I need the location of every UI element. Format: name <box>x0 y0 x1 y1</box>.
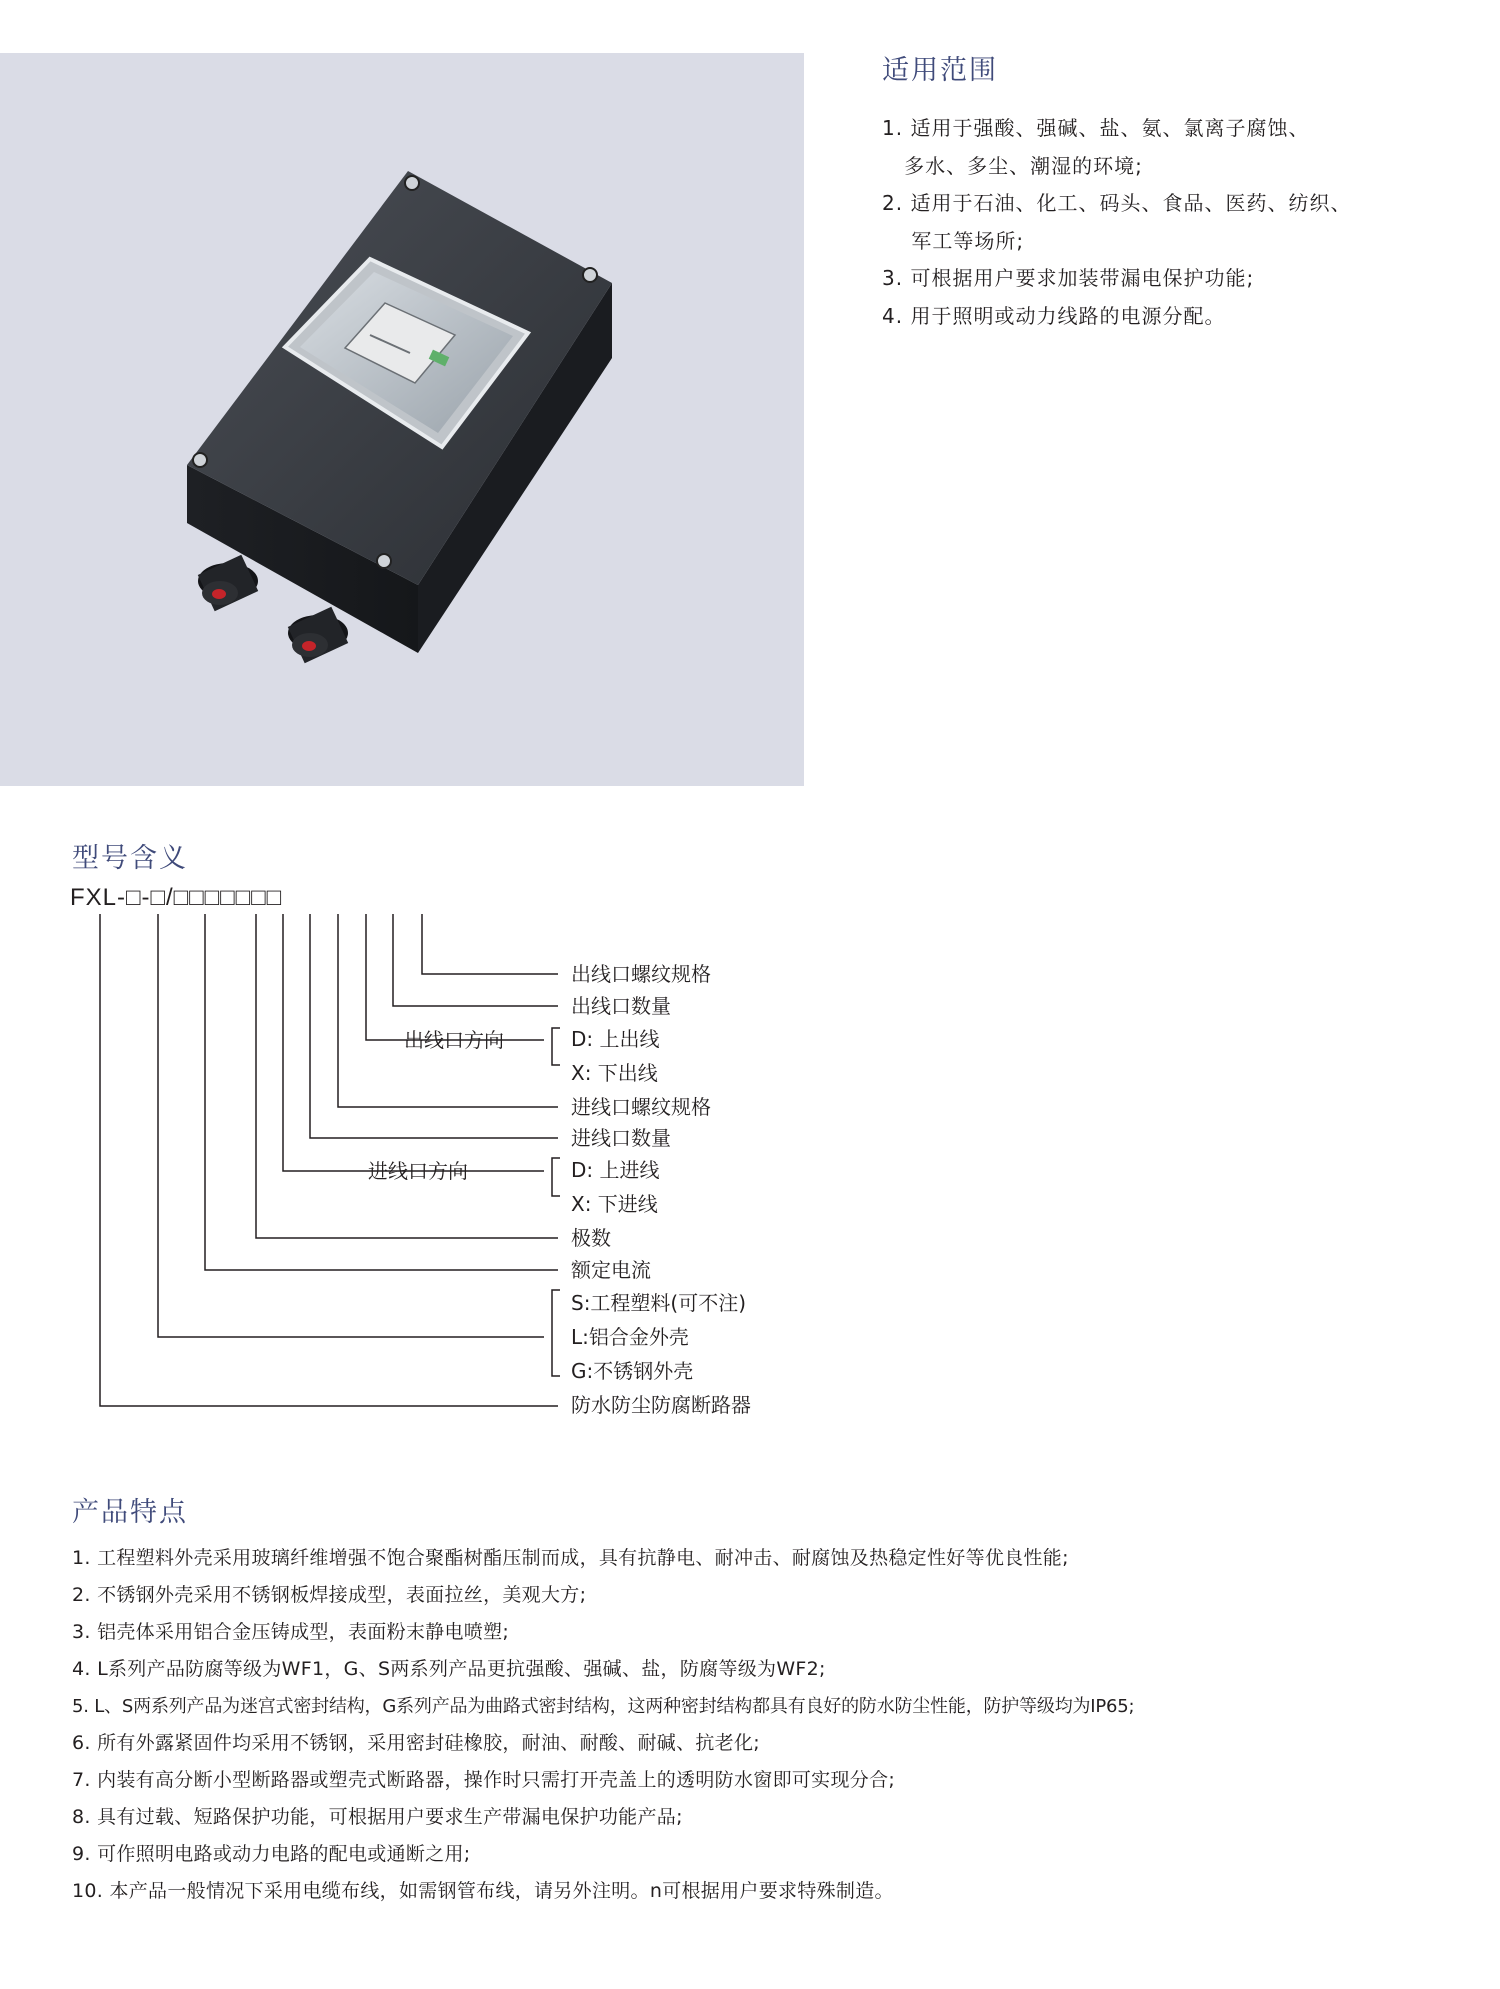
label-shell-s: S:工程塑料(可不注) <box>571 1291 747 1315</box>
list-item: 9. 可作照明电路或动力电路的配电或通断之用; <box>72 1843 471 1865</box>
label-rated-current: 额定电流 <box>571 1258 651 1282</box>
list-item: 3. 铝壳体采用铝合金压铸成型，表面粉末静电喷塑; <box>72 1621 510 1643</box>
cable-gland-left <box>198 555 258 612</box>
cable-gland-right <box>288 607 348 664</box>
application-title: 适用范围 <box>882 55 998 86</box>
list-item: 军工等场所; <box>882 228 1025 253</box>
list-item: 多水、多尘、潮湿的环境; <box>882 153 1143 178</box>
list-item: 1. 工程塑料外壳采用玻璃纤维增强不饱合聚酯树酯压制而成，具有抗静电、耐冲击、耐腐蚀及热稳定性好等优良性能; <box>72 1547 1069 1569</box>
list-item: 8. 具有过载、短路保护功能，可根据用户要求生产带漏电保护功能产品; <box>72 1806 683 1828</box>
label-in-count: 进线口数量 <box>571 1126 671 1150</box>
label-in-thread: 进线口螺纹规格 <box>571 1095 711 1119</box>
label-in-dir-down: X: 下进线 <box>571 1192 658 1216</box>
model-code: FXL-□-□/□□□□□□□ <box>70 884 283 911</box>
label-out-dir-down: X: 下出线 <box>571 1061 658 1085</box>
features-title: 产品特点 <box>72 1497 188 1528</box>
list-item: 1. 适用于强酸、强碱、盐、氨、氯离子腐蚀、 <box>882 116 1310 140</box>
label-out-count: 出线口数量 <box>571 994 671 1018</box>
features-list <box>72 1540 1134 1910</box>
list-item: 5. L、S两系列产品为迷宫式密封结构，G系列产品为曲路式密封结构，这两种密封结构都具有良好的防水防尘性能，防护等级均为IP65; <box>72 1696 1135 1717</box>
label-product-name: 防水防尘防腐断路器 <box>571 1393 751 1417</box>
enclosure-illustration <box>0 53 804 786</box>
list-item: 6. 所有外露紧固件均采用不锈钢，采用密封硅橡胶，耐油、耐酸、耐碱、抗老化; <box>72 1732 760 1754</box>
list-item: 7. 内装有高分断小型断路器或塑壳式断路器，操作时只需打开壳盖上的透明防水窗即可实现分合; <box>72 1769 896 1791</box>
model-title: 型号含义 <box>72 843 188 874</box>
application-list <box>882 110 1351 335</box>
list-item: 3. 可根据用户要求加装带漏电保护功能; <box>882 266 1255 290</box>
label-out-dir-up: D: 上出线 <box>571 1027 660 1051</box>
label-shell-l: L:铝合金外壳 <box>571 1325 689 1349</box>
product-photo <box>0 53 804 786</box>
label-in-direction: 进线口方向 <box>368 1159 468 1183</box>
list-item: 2. 适用于石油、化工、码头、食品、医药、纺织、 <box>882 191 1352 215</box>
label-out-thread: 出线口螺纹规格 <box>571 962 711 986</box>
list-item: 4. L系列产品防腐等级为WF1，G、S两系列产品更抗强酸、强碱、盐，防腐等级为WF2; <box>72 1658 826 1680</box>
list-item: 10. 本产品一般情况下采用电缆布线，如需钢管布线，请另外注明。n可根据用户要求特殊制造。 <box>72 1880 894 1902</box>
label-out-direction: 出线口方向 <box>404 1028 504 1052</box>
label-in-dir-up: D: 上进线 <box>571 1158 660 1182</box>
label-poles: 极数 <box>571 1226 611 1250</box>
list-item: 4. 用于照明或动力线路的电源分配。 <box>882 303 1226 328</box>
label-shell-g: G:不锈钢外壳 <box>571 1359 694 1383</box>
list-item: 2. 不锈钢外壳采用不锈钢板焊接成型，表面拉丝，美观大方; <box>72 1584 587 1606</box>
